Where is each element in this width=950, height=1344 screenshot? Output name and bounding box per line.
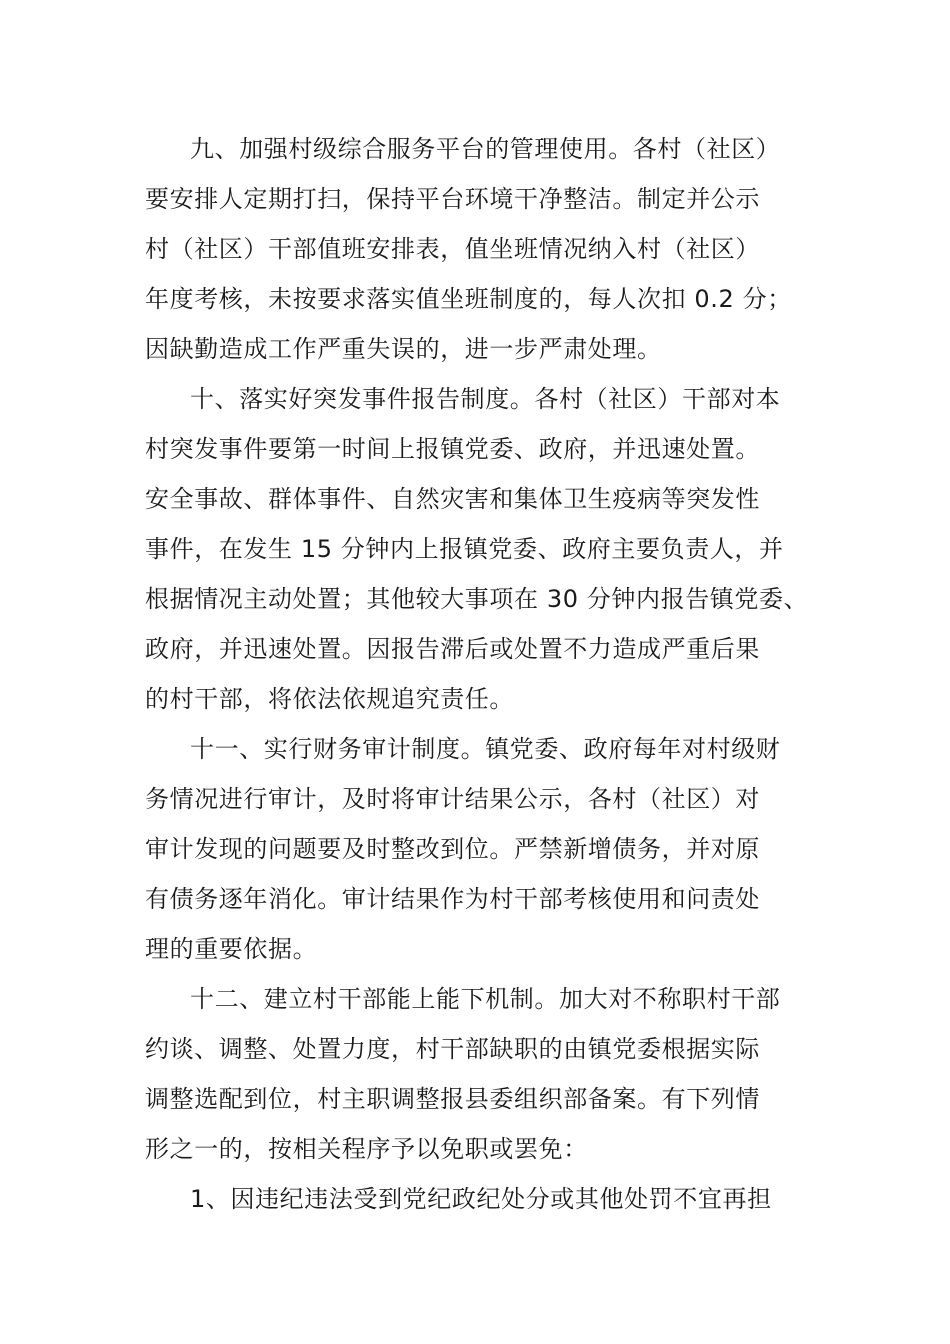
text-line: 因缺勤造成工作严重失误的，进一步严肃处理。 — [145, 335, 662, 363]
text-line: 九、加强村级综合服务平台的管理使用。各村（社区） — [190, 135, 781, 163]
text-line: 审计发现的问题要及时整改到位。严禁新增债务，并对原 — [145, 835, 760, 863]
text-line: 务情况进行审计，及时将审计结果公示，各村（社区）对 — [145, 785, 760, 813]
text-line: 根据情况主动处置；其他较大事项在 30 分钟内报告镇党委、 — [145, 585, 809, 613]
text-line: 理的重要依据。 — [145, 935, 318, 963]
text-line: 要安排人定期打扫，保持平台环境干净整洁。制定并公示 — [145, 185, 760, 213]
text-line: 1、因违纪违法受到党纪政纪处分或其他处罚不宜再担 — [190, 1185, 772, 1213]
text-line: 的村干部，将依法依规追究责任。 — [145, 685, 514, 713]
text-line: 十、落实好突发事件报告制度。各村（社区）干部对本 — [190, 385, 781, 413]
text-line: 有债务逐年消化。审计结果作为村干部考核使用和问责处 — [145, 885, 760, 913]
text-line: 十一、实行财务审计制度。镇党委、政府每年对村级财 — [190, 735, 781, 763]
text-line: 事件，在发生 15 分钟内上报镇党委、政府主要负责人，并 — [145, 535, 784, 563]
text-line: 安全事故、群体事件、自然灾害和集体卫生疫病等突发性 — [145, 485, 760, 513]
text-line: 政府，并迅速处置。因报告滞后或处置不力造成严重后果 — [145, 635, 760, 663]
text-line: 约谈、调整、处置力度，村干部缺职的由镇党委根据实际 — [145, 1035, 760, 1063]
text-line: 十二、建立村干部能上能下机制。加大对不称职村干部 — [190, 985, 781, 1013]
text-line: 年度考核，未按要求落实值坐班制度的，每人次扣 0.2 分； — [145, 285, 792, 313]
text-line: 村（社区）干部值班安排表，值坐班情况纳入村（社区） — [145, 235, 760, 263]
text-line: 形之一的，按相关程序予以免职或罢免： — [145, 1135, 588, 1163]
text-line: 村突发事件要第一时间上报镇党委、政府，并迅速处置。 — [145, 435, 760, 463]
text-line: 调整选配到位，村主职调整报县委组织部备案。有下列情 — [145, 1085, 760, 1113]
